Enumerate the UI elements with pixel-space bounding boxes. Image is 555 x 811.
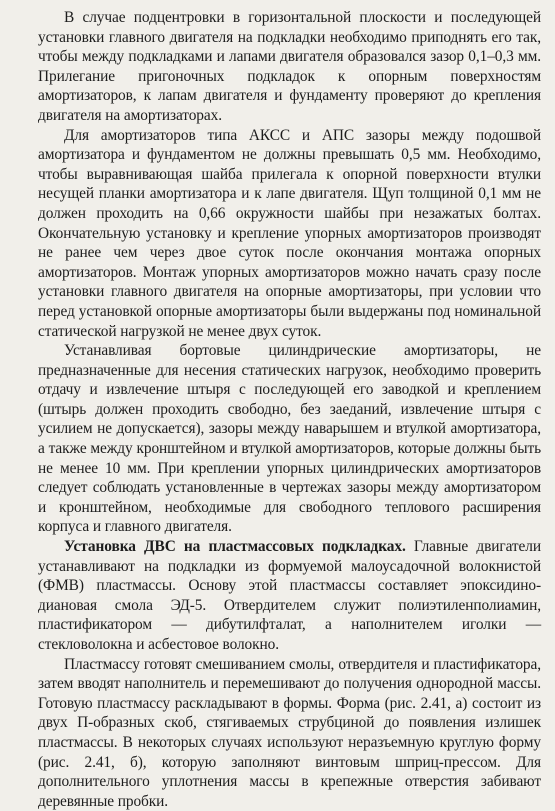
section-heading: Установка ДВС на пластмассовых подкладках.	[64, 538, 406, 556]
paragraph-4-text: Главные двигатели устанавливают на подкладки из формуемой малоусадочной волокнистой (ФМВ) пластмассы. Основу этой пластмассы составляет эпоксидино-диановая смола ЭД-5. Отвердителем служит полиэтиленполиамин, пластификатором — дибутилфталат, а наполнителем иголки — стекловолокна и асбестовое волокно.	[38, 538, 542, 653]
paragraph-5-text: Пластмассу готовят смешиванием смолы, отвердителя и пластификатора, затем вводят наполнитель и перемешивают до получения однородной массы. Готовую пластмассу раскладывают в формы. Форма (рис. 2.41, а) состоит из двух П-образных скоб, стягиваемых струбциной до появления излишек пластмассы. В некоторых случаях используют неразъемную круглую форму (рис. 2.41, б), которую заполняют винтовым шприц-прессом. Для дополнительного уплотнения массы в крепежные отверстия забивают деревянные пробки.	[38, 655, 541, 810]
paragraph-2-text: Для амортизаторов типа АКСС и АПС зазоры между подошвой амортизатора и фундаментом не должны превышать 0,5 мм. Необходимо, чтобы выравнивающая шайба прилегала к опорной поверхности втулки несущей планки амортизатора и к лапе двигателя. Щуп толщиной 0,1 мм не должен проходить на 0,66 окружности шайбы при незажатых болтах. Окончательную установку и крепление упорных амортизаторов производят не ранее чем через двое суток после окончания монтажа опорных амортизаторов. Монтаж упорных амортизаторов можно начать сразу после установки главного двигателя на опорные амортизаторы, при условии что перед установкой опорные амортизаторы были выдержаны под номинальной статической нагрузкой не менее двух суток.	[38, 126, 541, 340]
paragraph-1-text: В случае подцентровки в горизонтальной плоскости и последующей установки главного двигателя на подкладки необходимо приподнять его так, чтобы между подкладками и лапами двигателя образовался зазор 0,1–0,3 мм. Прилегание пригоночных подкладок к опорным поверхностям амортизаторов, к лапам двигателя и фундаменту проверяют до крепления двигателя на амортизаторах.	[38, 9, 541, 124]
paragraph-1	[38, 8, 541, 126]
paragraph-3-text: Устанавливая бортовые цилиндрические амортизаторы, не предназначенные для несения статических нагрузок, необходимо проверить отдачу и извлечение штыря с последующей его заводкой и креплением (штырь должен проходить свободно, без заеданий, извлечение штыря с усилием не допускается), зазоры между наварышем и втулкой амортизатора, а также между кронштейном и втулкой амортизаторов, которые должны быть не менее 10 мм. При креплении упорных цилиндрических амортизаторов следует соблюдать установленные в чертежах зазоры между амортизатором и кронштейном, необходимые для свободного теплового расширения корпуса и главного двигателя.	[38, 342, 541, 536]
paragraph-2	[38, 126, 541, 342]
paragraph-5	[38, 655, 541, 811]
paragraph-3	[38, 341, 541, 537]
paragraph-4	[38, 537, 541, 655]
